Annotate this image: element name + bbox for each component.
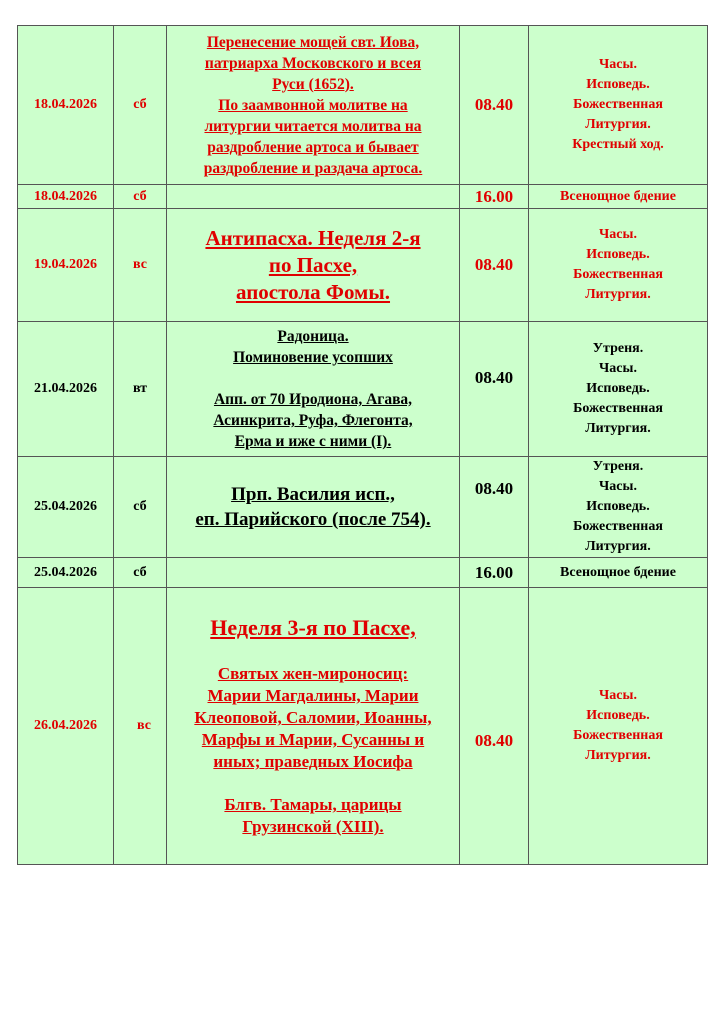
service-line: Утреня.: [592, 459, 644, 474]
table-row: [18, 209, 708, 322]
service-line: Часы.: [599, 479, 637, 494]
feast-line: Клеоповой, Саломии, Иоанны,: [194, 708, 432, 727]
feast-title-line: Радоница.: [277, 328, 349, 345]
service-line: Литургия.: [585, 421, 651, 436]
feast-cell: [167, 26, 460, 185]
day-cell: сб: [114, 185, 167, 209]
service-line: Литургия.: [585, 748, 651, 763]
table-row: [18, 457, 708, 558]
date-cell: 25.04.2026: [18, 457, 114, 558]
service-line: Божественная: [573, 267, 663, 282]
time-cell: 16.00: [460, 558, 529, 588]
feast-line: По заамвонной молитве на: [218, 96, 408, 114]
day-cell: вт: [114, 322, 167, 457]
service-line: Литургия.: [585, 117, 651, 132]
feast-line: апостола Фомы.: [235, 279, 391, 304]
table-row: [18, 322, 708, 457]
service-line: Исповедь.: [586, 247, 650, 262]
service-line: Исповедь.: [586, 499, 650, 514]
spacer: [167, 642, 459, 663]
feast-line: Грузинской (XIII).: [242, 817, 384, 836]
table-row: [18, 26, 708, 185]
feast-line: раздробление артоса и бывает: [207, 138, 419, 156]
feast-title-line: Поминовение усопших: [233, 349, 393, 366]
services-cell: [529, 558, 708, 588]
feast-line: Прп. Василия исп.,: [231, 484, 395, 505]
schedule-table: [17, 25, 708, 865]
feast-cell: [167, 209, 460, 322]
feast-line: Руси (1652).: [272, 75, 354, 93]
feast-cell: [167, 185, 460, 209]
feast-title-line: Неделя 3-я по Пасхе,: [210, 615, 416, 640]
time-cell: 08.40: [460, 588, 529, 865]
date-cell: 19.04.2026: [18, 209, 114, 322]
day-cell: сб: [114, 26, 167, 185]
time-cell: 08.40: [460, 209, 529, 322]
service-line: Утреня.: [592, 341, 644, 356]
day-cell: сб: [114, 457, 167, 558]
service-line: Божественная: [573, 401, 663, 416]
service-line: Часы.: [599, 227, 637, 242]
table-row: [18, 588, 708, 865]
services-cell: [529, 26, 708, 185]
service-line: Часы.: [599, 57, 637, 72]
feast-line: Блгв. Тамары, царицы: [224, 795, 402, 814]
time-cell: 16.00: [460, 185, 529, 209]
date-cell: 21.04.2026: [18, 322, 114, 457]
service-line: Часы.: [599, 688, 637, 703]
services-cell: [529, 322, 708, 457]
service-line: Литургия.: [585, 539, 651, 554]
spacer: [167, 368, 459, 389]
feast-cell: [167, 457, 460, 558]
feast-cell: [167, 558, 460, 588]
feast-cell: [167, 322, 460, 457]
feast-line: Ерма и иже с ними (I).: [234, 433, 392, 450]
day-cell: сб: [114, 558, 167, 588]
date-cell: 18.04.2026: [18, 26, 114, 185]
feast-line: раздробление и раздача артоса.: [203, 159, 423, 177]
table-row: [18, 558, 708, 588]
time-cell: 08.40: [460, 457, 529, 558]
service-line: Всенощное бдение: [560, 188, 676, 204]
day-cell: вс: [114, 209, 167, 322]
feast-line: Асинкрита, Руфа, Флегонта,: [213, 412, 413, 429]
service-line: Божественная: [573, 97, 663, 112]
feast-line: еп. Парийского (после 754).: [195, 509, 431, 530]
date-cell: 18.04.2026: [18, 185, 114, 209]
spacer: [167, 773, 459, 794]
service-line: Всенощное бдение: [560, 564, 676, 580]
time-cell: 08.40: [460, 322, 529, 457]
service-line: Божественная: [573, 728, 663, 743]
services-cell: [529, 457, 708, 558]
feast-line: иных; праведных Иосифа: [213, 752, 413, 771]
service-line: Исповедь.: [586, 77, 650, 92]
feast-line: литургии читается молитва на: [204, 117, 422, 135]
feast-cell: [167, 588, 460, 865]
service-line: Крестный ход.: [572, 137, 664, 152]
feast-line: Марии Магдалины, Марии: [207, 686, 419, 705]
services-cell: [529, 588, 708, 865]
service-line: Часы.: [599, 361, 637, 376]
feast-line: патриарха Московского и всея: [204, 54, 422, 72]
feast-line: Марфы и Марии, Сусанны и: [201, 730, 425, 749]
day-cell: вс: [114, 588, 167, 865]
services-cell: [529, 185, 708, 209]
service-line: Божественная: [573, 519, 663, 534]
table-row: [18, 185, 708, 209]
feast-line: по Пасхе,: [268, 252, 358, 277]
feast-line: Перенесение мощей свт. Иова,: [206, 33, 420, 51]
date-cell: 26.04.2026: [18, 588, 114, 865]
service-line: Литургия.: [585, 287, 651, 302]
date-cell: 25.04.2026: [18, 558, 114, 588]
feast-line: Святых жен-мироносиц:: [217, 664, 409, 683]
time-cell: 08.40: [460, 26, 529, 185]
service-line: Исповедь.: [586, 381, 650, 396]
services-cell: [529, 209, 708, 322]
feast-line: Апп. от 70 Иродиона, Агава,: [213, 391, 413, 408]
service-line: Исповедь.: [586, 708, 650, 723]
feast-line: Антипасха. Неделя 2-я: [205, 225, 421, 250]
